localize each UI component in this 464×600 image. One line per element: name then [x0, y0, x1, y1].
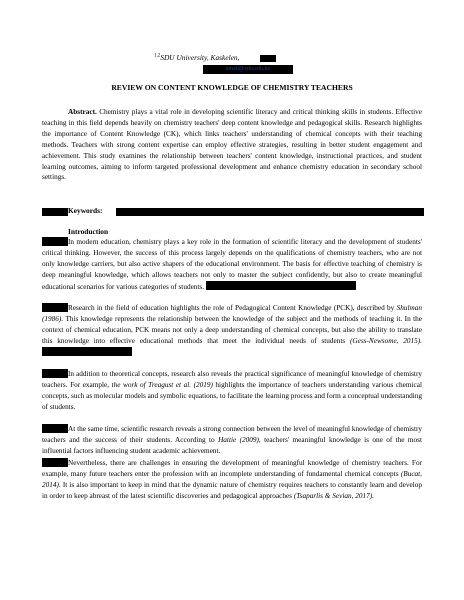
- citation-bucat: (Bucat, 2014): [42, 469, 422, 489]
- redaction-bar: [116, 208, 424, 216]
- intro-p5-text-a: Nevertheless, there are challenges in ensuring the development of meaningful knowledge of chemistry teachers. For example, many future teachers enter the profession with an incomplete understanding of fundamental chemical concepts: [42, 459, 422, 478]
- intro-paragraph-5: [42, 458, 422, 502]
- redaction-bar: [42, 237, 68, 246]
- intro-paragraph-1: [42, 237, 422, 293]
- intro-paragraph-3: [42, 369, 422, 413]
- intro-p3-text-b: highlights the importance of teachers understanding various chemical concepts, such as molecular models and symbolic equations, to facilitate the learning process and form a conceptual understanding of students.: [42, 380, 422, 411]
- paper-title: REVIEW ON CONTENT KNOWLEDGE OF CHEMISTRY TEACHERS: [111, 83, 353, 92]
- email-link[interactable]: email@sdu.edu.kz: [203, 65, 293, 74]
- affiliation: [154, 53, 239, 62]
- abstract-text: Chemistry plays a vital role in developing scientific literacy and critical thinking skills in students. Effective teaching in this field depends heavily on chemistry teachers' deep content knowledge and pedagogical skills. Research highlights the importance of Content Knowledge (CK), which links teachers' understanding of chemical concepts with their teaching methods. Teachers with strong content expertise can employ effective strategies, resulting in better student engagement and achievement. This study examines the relationship between teachers' content knowledge, instructional practices, and student learning outcomes, aiming to inform targeted professional development and enhance chemistry education in secondary school settings.: [42, 108, 422, 182]
- affiliation-redaction: [260, 55, 276, 62]
- abstract-paragraph: [42, 107, 422, 183]
- abstract-label: Abstract.: [68, 108, 97, 116]
- citation-treagust: the work of Treagust et al. (2019): [111, 380, 213, 389]
- redaction-bar: [42, 208, 68, 216]
- citation-hattie: Hattie (2009): [218, 435, 259, 444]
- intro-paragraph-2: [42, 303, 422, 359]
- abstract-highlight: [70, 109, 108, 118]
- keywords-label: Keywords:: [68, 206, 103, 215]
- citation-shulman: Shulman (1986).: [42, 304, 422, 323]
- intro-p1-text: In modern education, chemistry plays a key role in the formation of scientific literacy and the development of students' critical thinking. However, the success of this process largely depends on the qualifications of chemistry teachers, who are not only knowledge carriers, but also active shapers of the educational environment. The basis for effective teaching of chemistry is deep meaningful knowledge, which allows teachers not only to master the subject confidently, but also to create meaningful educational scenarios for various categories of students.: [42, 238, 422, 291]
- intro-p3-text-a: In addition to theoretical concepts, research also reveals the practical significance of meaningful knowledge of chemistry teachers. For example,: [42, 370, 422, 389]
- citation-gess-newsome: (Gess-Newsome, 2015).: [349, 336, 422, 345]
- redaction-bar: [42, 347, 132, 356]
- affiliation-superscript: 1,2: [154, 53, 161, 59]
- intro-p4-text-b: , teachers' meaningful knowledge is one of the most influential factors influencing student academic achievement.: [42, 435, 423, 455]
- intro-p4-text-a: At the same time, scientific research reveals a strong connection between the level of meaningful knowledge of chemistry teachers and the success of their students. According to: [42, 425, 422, 444]
- affiliation-text: SDU University, Kaskelen,: [160, 53, 240, 62]
- intro-p2-text-a: Research in the field of education highlights the role of Pedagogical Content Knowledge (PCK), described by: [68, 304, 397, 312]
- redaction-bar: [42, 424, 68, 433]
- redaction-bar: [42, 303, 68, 312]
- redaction-bar: [42, 458, 68, 467]
- citation-tsaparlis: (Tsaparlis & Sevian, 2017).: [293, 491, 374, 500]
- intro-paragraph-4: [42, 424, 422, 457]
- intro-p5-text-b: . It is also important to keep in mind that the dynamic nature of chemistry requires teachers to constantly learn and develop in order to keep abreast of the latest scientific discoveries and pedagogical approaches: [42, 480, 422, 500]
- redaction-bar: [42, 369, 68, 378]
- section-heading-introduction: Introduction: [68, 227, 109, 236]
- redaction-bar: [206, 281, 356, 290]
- intro-p2-text-b: This knowledge represents the relationship between the knowledge of the subject and the methods of teaching it. In the context of chemical education, PCK means not only a deep understanding of chemical concepts, but also the ability to translate this knowledge into effective educational methods that meet the individual needs of students: [42, 314, 422, 345]
